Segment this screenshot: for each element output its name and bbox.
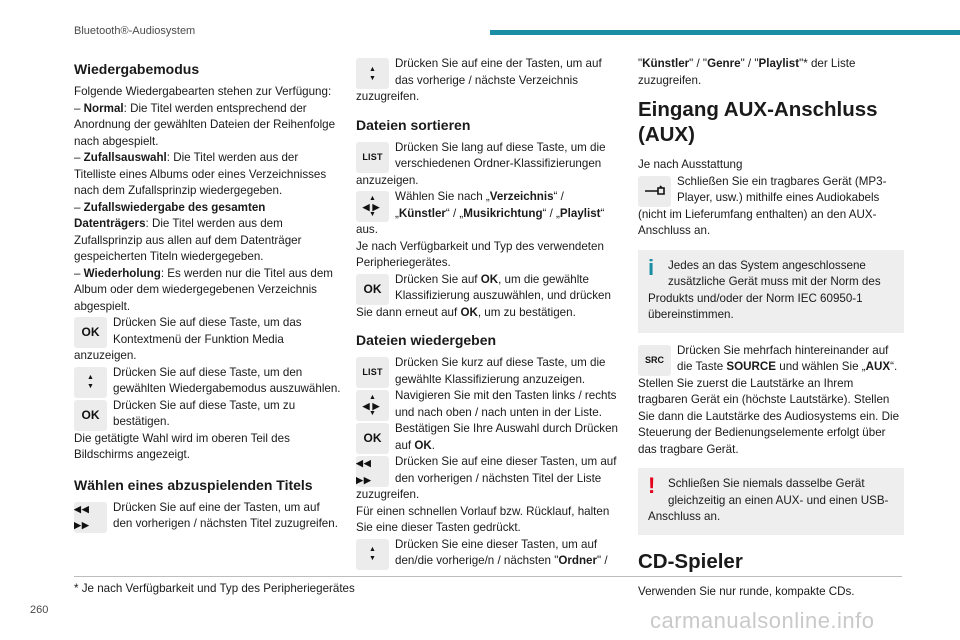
instruction-source-aux: SRC Drücken Sie mehrfach hintereinander auf die Taste SOURCE und wählen Sie „AUX“.: [638, 343, 904, 376]
four-way-arrows-icon: ▲ ◀▶ ▼: [356, 390, 389, 421]
mode-repeat: – Wiederholung: Es werden nur die Titel aus dem Album oder dem wiedergegebenen Verzeichnis abgespielt.: [74, 266, 333, 313]
instruction-prev-next-track: ◀◀ ▶▶ Drücken Sie auf eine der Tasten, um auf den vorherigen / nächsten Titel zuzugreifen.: [74, 500, 342, 533]
instruction-play-folder: ▲ ▼ Drücken Sie eine dieser Tasten, um auf den/die vorherige/n / nächsten "Ordner" /: [356, 537, 620, 570]
up-down-arrows-icon: ▲ ▼: [356, 539, 389, 570]
heading-sort-files: Dateien sortieren: [356, 116, 471, 133]
heading-aux: Eingang AUX-Anschluss (AUX): [638, 98, 878, 146]
play-folder-continued: "Künstler" / "Genre" / "Playlist"* der Liste zuzugreifen.: [638, 57, 856, 87]
list-button-icon: LIST: [356, 142, 389, 173]
src-button-icon: SRC: [638, 345, 671, 376]
instruction-sort-choose: ▲ ◀▶ ▼ Wählen Sie nach „Verzeichnis“ / „Künstler“ / „Musikrichtung“ / „Playlist“ aus.: [356, 190, 605, 236]
sort-availability: Je nach Verfügbarkeit und Typ des verwendeten Peripheriegerätes.: [356, 239, 604, 269]
instruction-sort-ok: OK Drücken Sie auf OK, um die gewählte Klassifizierung auszuwählen, und drücken Sie dann erneut auf OK, um zu bestätigen.: [356, 272, 611, 319]
ok-button-icon: OK: [356, 274, 389, 305]
heading-select-track: Wählen eines abzuspielenden Titels: [74, 476, 313, 493]
mode-normal: – Normal: Die Titel werden entsprechend der Anordnung der gewählten Dateien der Reihenfolge nach abgespielt.: [74, 101, 336, 148]
ok-button-icon: OK: [356, 423, 389, 454]
column-1: [74, 56, 342, 533]
instruction-sort-list: LIST Drücken Sie lang auf diese Taste, um die verschiedenen Ordner-Klassifizierungen anzuzeigen.: [356, 140, 606, 187]
four-way-arrows-icon: ▲ ◀▶ ▼: [356, 191, 389, 222]
footnote-divider: [74, 576, 902, 577]
ok-button-icon: OK: [74, 400, 107, 431]
instruction-select-mode: ▲ ▼ Drücken Sie auf diese Taste, um den gewählten Wiedergabemodus auszuwählen.: [74, 365, 342, 398]
ok-button-icon: OK: [74, 317, 107, 348]
instruction-ok-confirm: OK Drücken Sie auf diese Taste, um zu bestätigen.: [74, 398, 342, 431]
heading-play-files: Dateien wiedergeben: [356, 332, 497, 348]
aux-cable-icon: [638, 176, 671, 207]
page-number: 260: [30, 604, 49, 616]
warning-box: ! Schließen Sie niemals dasselbe Gerät gleichzeitig an einen AUX- und einen USB-Anschluss an.: [638, 468, 904, 535]
heading-cd: CD-Spieler: [638, 549, 743, 573]
mode-random-all: – Zufallswiedergabe des gesamten Datenträgers: Die Titel werden aus dem Zufallsprinzip aus allen auf dem Datenträger gespeicherten Titeln wiedergegeben.: [74, 200, 302, 263]
section-header: Bluetooth®-Audiosystem: [74, 25, 196, 37]
list-button-icon: LIST: [356, 357, 389, 388]
left-right-arrows-icon: ◀◀ ▶▶: [74, 502, 107, 533]
column-3: [638, 56, 904, 600]
mode-random: – Zufallsauswahl: Die Titel werden aus der Titelliste eines Albums oder eines Verzeichnisses nach dem Zufallsprinzip wiedergegeben.: [74, 151, 327, 197]
instruction-play-ok: OK Bestätigen Sie Ihre Auswahl durch Drücken auf OK.: [356, 421, 620, 454]
instruction-play-list: LIST Drücken Sie kurz auf diese Taste, um die gewählte Klassifizierung anzuzeigen.: [356, 355, 620, 388]
cd-instruction: Verwenden Sie nur runde, kompakte CDs.: [638, 584, 855, 598]
header-accent-bar: [490, 30, 960, 35]
info-icon: i: [648, 254, 655, 280]
instruction-play-prev-next: ◀◀ ▶▶ Drücken Sie auf eine dieser Tasten, um auf den vorherigen / nächsten Titel der Liste zuzugreifen.: [356, 455, 617, 501]
left-right-arrows-icon: ◀◀ ▶▶: [356, 456, 389, 487]
playmode-intro: Folgende Wiedergabearten stehen zur Verfügung:: [74, 85, 332, 98]
footnote: * Je nach Verfügbarkeit und Typ des Peripheriegerätes: [74, 582, 355, 595]
instruction-ok-menu: OK Drücken Sie auf diese Taste, um das Kontextmenü der Funktion Media anzuzeigen.: [74, 316, 302, 362]
aux-intro: Je nach Ausstattung: [638, 158, 743, 171]
instruction-prev-next-folder: ▲ ▼ Drücken Sie auf eine der Tasten, um auf das vorherige / nächste Verzeichnis zuzugreifen.: [356, 57, 602, 103]
selection-display-note: Die getätigte Wahl wird im oberen Teil des Bildschirms angezeigt.: [74, 431, 290, 461]
heading-playmode: Wiedergabemodus: [74, 61, 200, 77]
instruction-play-navigate: ▲ ◀▶ ▼ Navigieren Sie mit den Tasten links / rechts und nach oben / nach unten in der Liste.: [356, 388, 620, 421]
instruction-aux-connect: Schließen Sie ein tragbares Gerät (MP3-Player, usw.) mithilfe eines Audiokabels (nicht im Lieferumfang enthalten) an den AUX-Anschluss an.: [638, 174, 887, 237]
fast-forward-note: Für einen schnellen Vorlauf bzw. Rücklauf, halten Sie eine dieser Tasten gedrückt.: [356, 504, 610, 534]
up-down-arrows-icon: ▲ ▼: [356, 58, 389, 89]
column-2: [356, 56, 620, 570]
warning-icon: !: [648, 473, 656, 498]
volume-instructions: Stellen Sie zuerst die Lautstärke an Ihrem tragbaren Gerät ein (höchste Lautstärke). Stellen Sie dann die Lautstärke des Audiosystems ein. Die Steuerung der Bedienungselemente erfolgt über das tragbare Gerät.: [638, 376, 900, 456]
info-box: i Jedes an das System angeschlossene zusätzliche Gerät muss mit der Norm des Produkts und/oder der Norm IEC 60950-1 übereinstimmen.: [638, 250, 904, 333]
watermark: carmanualsonline.info: [650, 608, 875, 633]
up-down-arrows-icon: ▲ ▼: [74, 367, 107, 398]
